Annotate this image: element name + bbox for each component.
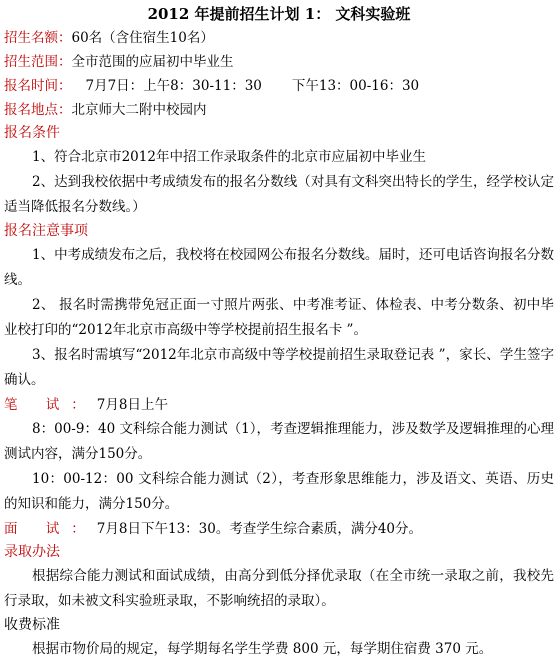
fees-heading: 收费标准 [4, 617, 60, 633]
notes-item-3: 3、报名时需填写“2012年北京市高级中等学校提前招生录取登记表 ”，家长、学生签字确认。 [4, 347, 554, 388]
written-session-1: 8：00-9：40 文科综合能力测试（1），考查逻辑推理能力，涉及数学及逻辑推理的心理测试内容，满分150分。 [4, 421, 554, 462]
conditions-heading: 报名条件 [4, 125, 60, 141]
interview-row [0, 517, 558, 541]
conditions-item-2: 2、达到我校依据中考成绩发布的报名分数线（对具有文科突出特长的学生，经学校认定适当降低报名分数线。） [4, 174, 554, 215]
page-title: 2012 年提前招生计划 1： 文科实验班 [147, 5, 411, 23]
place-row [0, 98, 558, 122]
written-session-2: 10：00-12：00 文科综合能力测试（2），考查形象思维能力，涉及语文、英语、历史的知识和能力，满分150分。 [4, 471, 554, 512]
time-row [0, 74, 558, 98]
scope-value: 全市范围的应届初中毕业生 [71, 54, 234, 70]
notes-item-1: 1、中考成绩发布之后，我校将在校园网公布报名分数线。届时，还可电话咨询报名分数线。 [4, 247, 554, 288]
time-date: 7月7日： [85, 78, 144, 94]
time-morning: 上午8：30-11：30 [143, 78, 262, 94]
enrollment-row [0, 26, 558, 50]
fees-text: 根据市物价局的规定，每学期每名学生学费 800 元，每学期住宿费 370 元。 [32, 641, 493, 657]
enrollment-value: 60名（含住宿生10名） [71, 30, 214, 46]
place-label: 报名地点： [4, 102, 72, 118]
conditions-item-1: 1、符合北京市2012年中招工作录取条件的北京市应届初中毕业生 [32, 149, 426, 165]
written-exam-value: 7月8日上午 [96, 397, 168, 413]
time-label: 报名时间： [4, 78, 72, 94]
place-value: 北京师大二附中校园内 [71, 102, 207, 118]
scope-row [0, 50, 558, 74]
time-afternoon: 下午13：00-16：30 [291, 78, 420, 94]
interview-value: 7月8日下午13：30。考查学生综合素质，满分40分。 [96, 521, 423, 537]
written-exam-row [0, 393, 558, 417]
interview-label: 面 试： [4, 521, 97, 537]
admission-text: 根据综合能力测试和面试成绩，由高分到低分择优录取（在全市统一录取之前，我校先行录取，如未被文科实验班录取，不影响统招的录取）。 [4, 568, 554, 609]
scope-label: 招生范围： [4, 54, 72, 70]
notes-heading: 报名注意事项 [4, 223, 88, 239]
admission-heading: 录取办法 [4, 544, 60, 560]
notes-item-2: 2、 报名时需携带免冠正面一寸照片两张、中考准考证、体检表、中考分数条、初中毕业校打印的“2012年北京市高级中等学校提前招生报名卡 ”。 [4, 297, 554, 338]
enrollment-label: 招生名额： [4, 30, 72, 46]
written-exam-label: 笔 试： [4, 397, 97, 413]
